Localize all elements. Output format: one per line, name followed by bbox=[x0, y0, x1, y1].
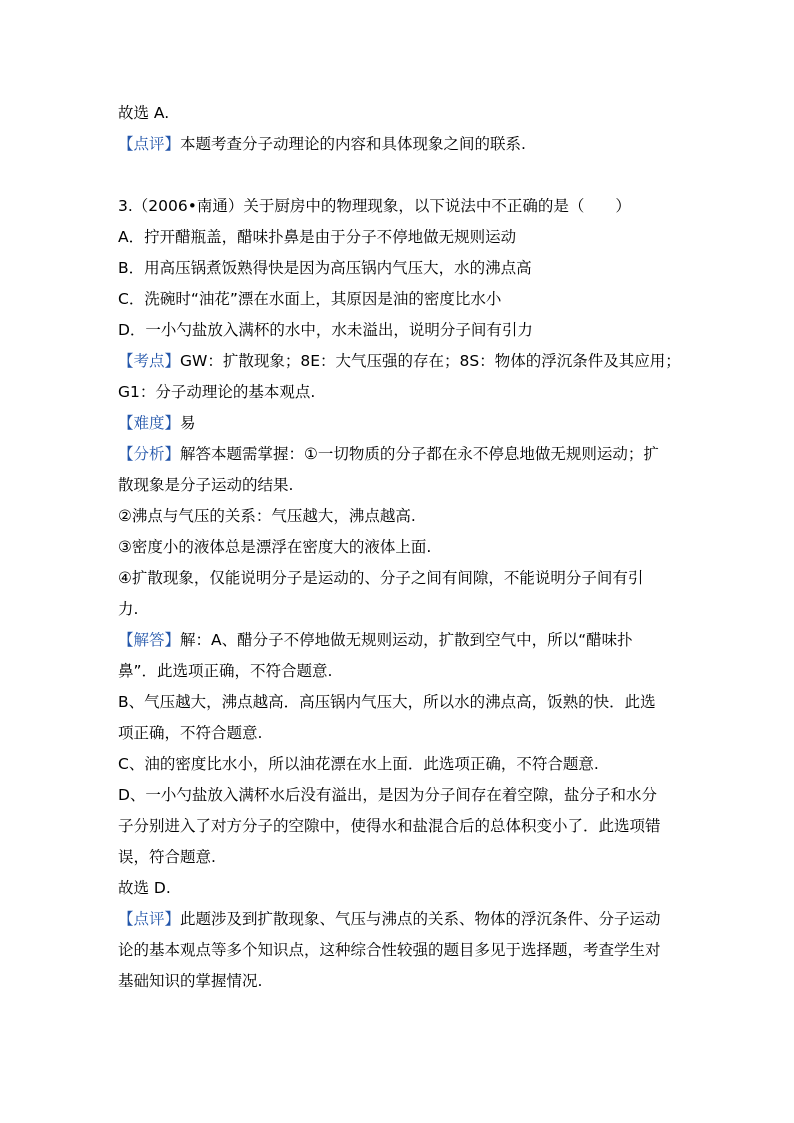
review-line-cont-2: 基础知识的掌握情况. bbox=[118, 972, 263, 990]
knowledge-point-line-cont: G1：分子动理论的基本观点. bbox=[118, 383, 316, 401]
review-tag: 【点评】 bbox=[118, 910, 181, 928]
solution-c: C、油的密度比水小，所以油花漂在水上面．此选项正确，不符合题意. bbox=[118, 755, 599, 773]
solution-b-cont: 项正确，不符合题意. bbox=[118, 724, 263, 742]
knowledge-point-tag: 【考点】 bbox=[118, 352, 181, 370]
analysis-point-4-cont: 力. bbox=[118, 600, 139, 618]
option-b: B．用高压锅煮饭熟得快是因为高压锅内气压大，水的沸点高 bbox=[118, 259, 532, 277]
analysis-line: 【分析】解答本题需掌握：①一切物质的分子都在永不停息地做无规则运动；扩 bbox=[118, 445, 659, 463]
option-c: C．洗碗时“油花”漂在水面上，其原因是油的密度比水小 bbox=[118, 290, 502, 308]
comment-line: 【点评】本题考查分子动理论的内容和具体现象之间的联系. bbox=[118, 135, 526, 153]
analysis-tag: 【分析】 bbox=[118, 445, 181, 463]
solution-d-cont-2: 误，符合题意. bbox=[118, 848, 216, 866]
answer-choice-line: 故选 A. bbox=[118, 104, 170, 122]
comment-tag: 【点评】 bbox=[118, 135, 181, 153]
analysis-point-2: ②沸点与气压的关系：气压越大，沸点越高. bbox=[118, 507, 416, 525]
option-a: A．拧开醋瓶盖，醋味扑鼻是由于分子不停地做无规则运动 bbox=[118, 228, 517, 246]
option-d: D．一小勺盐放入满杯的水中，水未溢出，说明分子间有引力 bbox=[118, 321, 533, 339]
solution-tag: 【解答】 bbox=[118, 631, 181, 649]
analysis-point-4: ④扩散现象，仅能说明分子是运动的、分子之间有间隙，不能说明分子间有引 bbox=[118, 569, 644, 587]
analysis-point-3: ③密度小的液体总是漂浮在密度大的液体上面. bbox=[118, 538, 432, 556]
review-line-cont: 论的基本观点等多个知识点，这种综合性较强的题目多见于选择题，考查学生对 bbox=[118, 941, 661, 959]
solution-line-cont: 鼻”．此选项正确，不符合题意. bbox=[118, 662, 333, 680]
knowledge-point-line: 【考点】GW：扩散现象；8E：大气压强的存在；8S：物体的浮沉条件及其应用； bbox=[118, 352, 681, 370]
solution-d: D、一小勺盐放入满杯水后没有溢出，是因为分子间存在着空隙，盐分子和水分 bbox=[118, 786, 657, 804]
analysis-line-cont: 散现象是分子运动的结果. bbox=[118, 476, 294, 494]
review-line: 【点评】此题涉及到扩散现象、气压与沸点的关系、物体的浮沉条件、分子运动 bbox=[118, 910, 661, 928]
difficulty-tag: 【难度】 bbox=[118, 414, 181, 432]
solution-d-cont: 子分别进入了对方分子的空隙中，使得水和盐混合后的总体积变小了．此选项错 bbox=[118, 817, 661, 835]
difficulty-line: 【难度】易 bbox=[118, 414, 196, 432]
solution-b: B、气压越大，沸点越高．高压锅内气压大，所以水的沸点高，饭熟的快．此选 bbox=[118, 693, 656, 711]
final-answer-line: 故选 D. bbox=[118, 879, 171, 897]
solution-line: 【解答】解：A、醋分子不停地做无规则运动，扩散到空气中，所以“醋味扑 bbox=[118, 631, 633, 649]
question-stem: 3.（2006•南通）关于厨房中的物理现象，以下说法中不正确的是（ ） bbox=[118, 197, 631, 215]
